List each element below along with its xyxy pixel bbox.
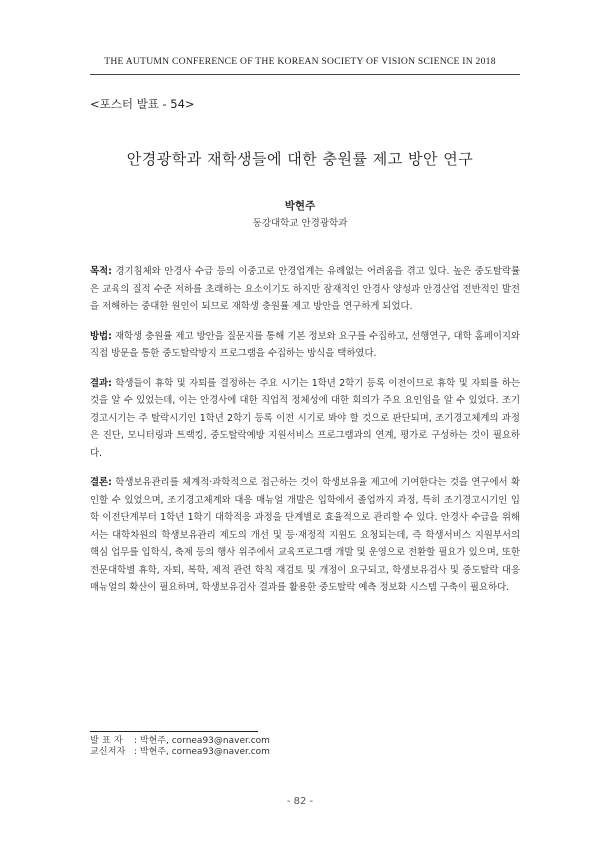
section-label: 결론:	[90, 477, 112, 488]
header-rule	[90, 74, 520, 75]
footnote-label: 교신저자	[90, 746, 126, 757]
footnote-rule	[90, 731, 258, 732]
session-tag: <포스터 발표 - 54>	[90, 97, 195, 111]
section-conclusion	[90, 474, 520, 597]
abstract	[90, 263, 520, 609]
section-results	[90, 375, 520, 463]
section-method	[90, 328, 520, 363]
footnote-label: 발 표 자	[90, 736, 123, 746]
footnote-corresponding	[90, 747, 270, 758]
section-label: 방법:	[90, 330, 112, 342]
footnote-presenter	[90, 736, 270, 747]
author-name: 박현주	[284, 200, 316, 212]
section-text: 재학생 충원률 제고 방안을 질문지를 통해 기본 정보와 요구를 수집하고, 선행연구, 대학 홈페이지와 직접 방문을 통한 중도탈락방지 프로그램을 수집하는 방식을 택하였다.	[90, 330, 520, 359]
footnote-value: : 박현주, cornea93@naver.com	[134, 736, 270, 746]
section-text: 학생들이 휴학 및 자퇴를 결정하는 주요 시기는 1학년 2학기 등록 이전이므로 휴학 및 자퇴를 하는 것을 알 수 있었는데, 이는 안경사에 대한 직업적 정체성에 대한 회의가 주요 요인임을 알 수 있었다. 조기경고시기는 주 탈락시기인 1학년 2학기 등록 이전 시기로 봐야 할 것으로 판단되며, 조기경고체계의 과정은 진단, 모니터링과 트랙킹, 중도탈락예방 지원서비스 프로그램과의 연계, 평가로 구성하는 것이 필요하다.	[90, 377, 520, 459]
page-number: - 82 -	[286, 796, 314, 807]
section-purpose	[90, 263, 520, 316]
footnotes	[90, 736, 270, 757]
paper-title: 안경광학과 재학생들에 대한 충원률 제고 방안 연구	[126, 150, 474, 168]
affiliation: 동강대학교 안경광학과	[252, 218, 348, 229]
footnote-value: : 박현주, cornea93@naver.com	[134, 746, 270, 757]
section-label: 목적:	[90, 266, 112, 277]
section-text: 경기침체와 안경사 수급 등의 이중고로 안경업계는 유례없는 어려움을 겪고 있다. 높은 중도탈락률은 교육의 질적 수준 저하를 초래하는 요소이기도 하지만 잠재적인 안경사 양성과 안경산업 전반적인 발전을 저해하는 중대한 원인이 되므로 재학생 충원률 제고 방안을 연구하게 되었다.	[90, 266, 520, 312]
section-label: 결과:	[90, 377, 112, 389]
section-text: 학생보유관리를 체계적·과학적으로 접근하는 것이 학생보유율 제고에 기여한다는 것을 연구에서 확인할 수 있었으며, 조기경고체계와 대응 매뉴얼 개발은 입학에서 졸업까지 과정, 특히 조기경고시기인 입학 이전단계부터 1학년 1학기 대학적응 과정을 단계별로 효율적으로 관리할 수 있다. 안경사 수급을 위해서는 대학차원의 학생보유관리 제도의 개선 및 등·재정적 지원도 요청되는데, 즉 학생서비스 지원부서의 핵심 업무를 입학식, 축제 등의 행사 위주에서 교육프로그램 개발 및 운영으로 전환할 필요가 있으며, 또한 전문대학별 휴학, 자퇴, 복학, 제적 관련 학칙 재검토 및 개정이 요구되고, 학생보유검사 및 중도탈락 대응 매뉴얼의 확산이 필요하며, 학생보유검사 결과를 활용한 중도탈락 예측 정보화 시스템 구축이 필요하다.	[90, 477, 520, 593]
running-header: THE AUTUMN CONFERENCE OF THE KOREAN SOCIETY OF VISION SCIENCE IN 2018	[104, 56, 496, 67]
